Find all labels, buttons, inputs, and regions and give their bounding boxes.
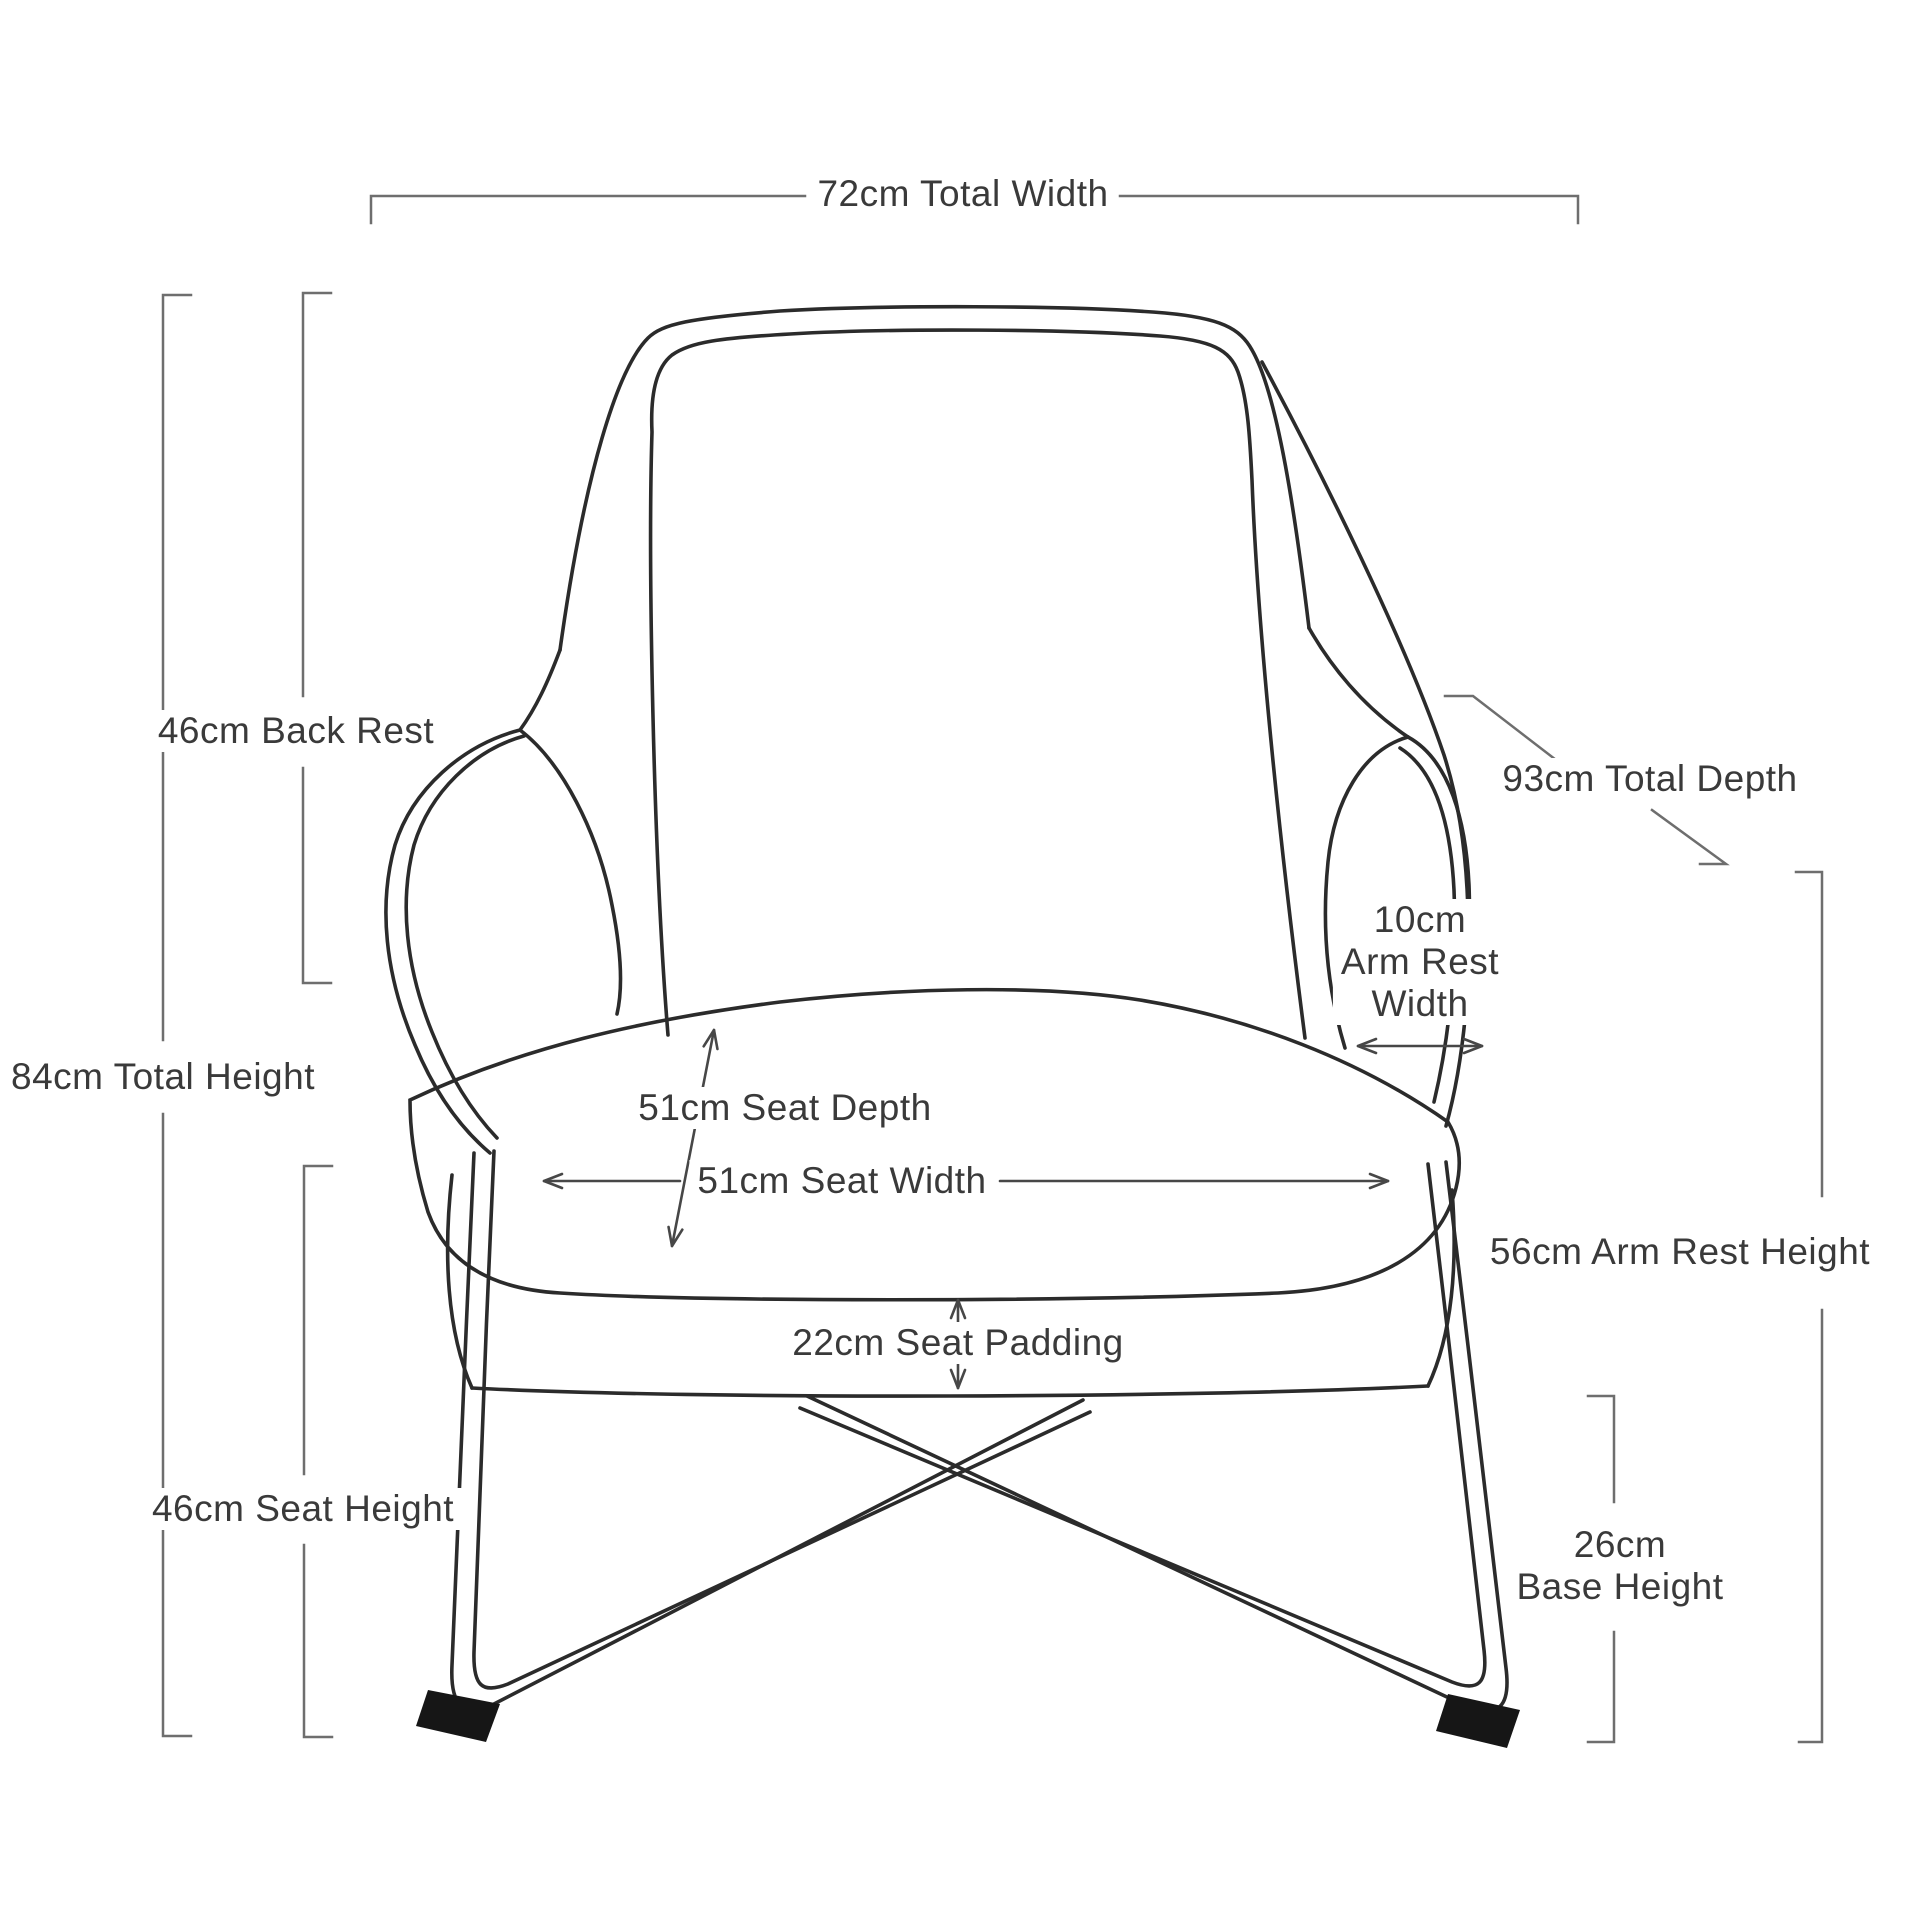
left-leg-outer-line	[452, 1153, 1083, 1709]
total-width-label: 72cm Total Width	[809, 173, 1116, 215]
right-shoulder-line	[1309, 628, 1408, 737]
arm-rest-height-bracket	[1796, 872, 1822, 1742]
arm-rest-width-label-line2: Arm Rest	[1340, 941, 1500, 982]
seat-height-label: 46cm Seat Height	[144, 1488, 462, 1530]
seat-width-label: 51cm Seat Width	[689, 1160, 994, 1202]
back-outer-line	[560, 307, 1309, 650]
arm-rest-width-label	[1333, 899, 1507, 1025]
base-height-label	[1508, 1524, 1731, 1608]
total-depth-label: 93cm Total Depth	[1494, 758, 1805, 800]
seat-depth-arrow	[672, 1030, 714, 1246]
arm-rest-width-label-line1: 10cm	[1373, 899, 1467, 940]
right-leg-inner-line	[800, 1164, 1485, 1686]
total-height-label: 84cm Total Height	[3, 1056, 323, 1098]
arm-rest-width-label-line3: Width	[1371, 983, 1469, 1024]
left-leg-inner-line	[474, 1151, 1090, 1688]
base-height-label-line2: Base Height	[1516, 1566, 1724, 1607]
base-height-label-line1: 26cm	[1573, 1524, 1667, 1565]
left-foot	[416, 1690, 500, 1742]
left-arm-inner-line	[520, 730, 620, 1014]
seat-padding-label: 22cm Seat Padding	[784, 1322, 1131, 1364]
depth-silhouette-line	[1262, 362, 1468, 915]
back-cushion-line	[651, 330, 1305, 1038]
right-leg-outer-line	[807, 1162, 1507, 1711]
back-rest-label: 46cm Back Rest	[150, 710, 442, 752]
seat-depth-label: 51cm Seat Depth	[630, 1087, 939, 1129]
arm-rest-height-label: 56cm Arm Rest Height	[1482, 1231, 1878, 1273]
back-rest-bracket	[303, 293, 331, 983]
band-bottom-line	[472, 1386, 1428, 1396]
seat-height-bracket	[304, 1166, 332, 1737]
seat-cushion-line	[410, 990, 1459, 1300]
right-foot	[1436, 1694, 1520, 1748]
feet-group	[416, 1690, 1520, 1748]
